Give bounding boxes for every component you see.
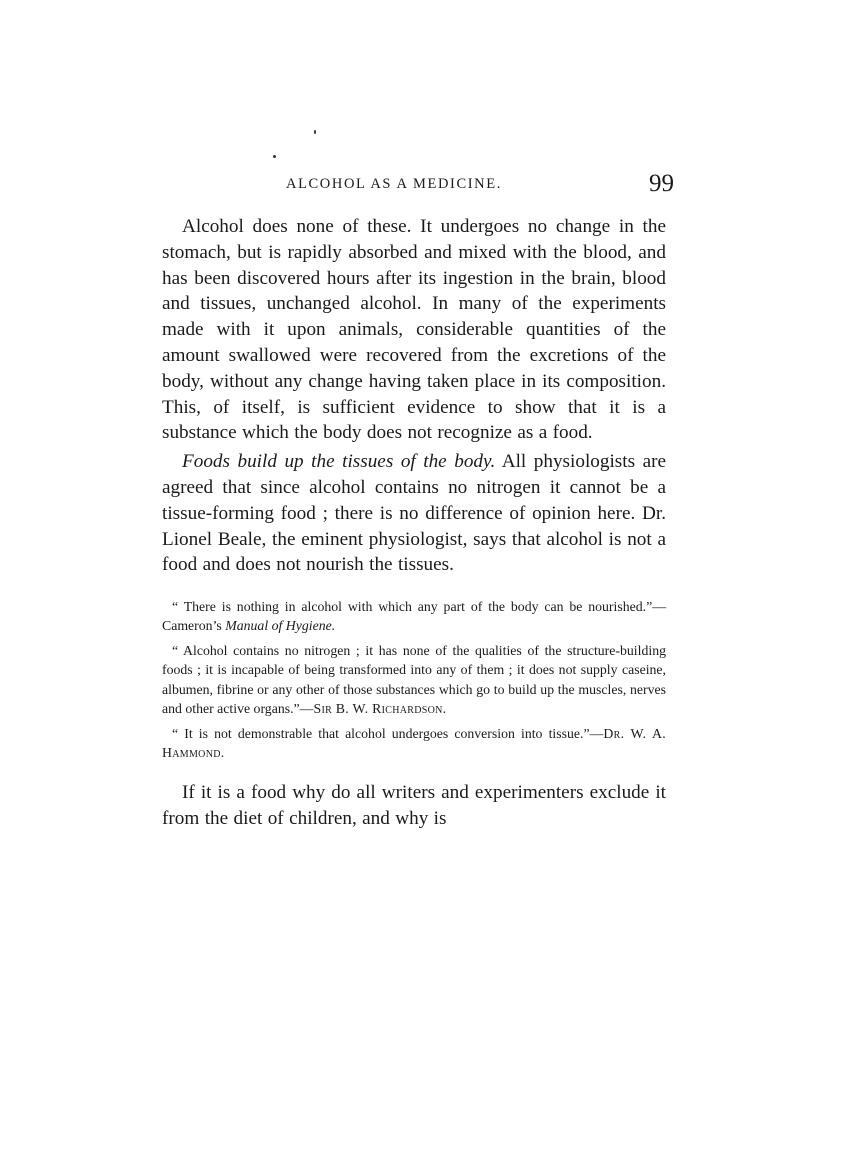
quote-1 (162, 597, 666, 635)
quote-2-text: “ Alcohol contains no nitrogen ; it has none of the qualities of the structure-building foods ; it is incapable of being transformed into any of them ; it does not supply caseine, albumen, fibrine or any other of those substances which go to build up the muscles, nerves and other active organs.”— (162, 643, 666, 716)
quote-3-attribution: Dr. W. A. Hammond. (162, 725, 666, 760)
paragraph-1: Alcohol does none of these. It undergoes no change in the stomach, but is rapidly absorbed and mixed with the blood, and has been discovered hours after its ingestion in the brain, blood and tissues, unchanged alcohol. In many of the experiments made with it upon animals, considerable quantities of the amount swallowed were recovered from the excretions of the body, without any change having taken place in its composition. This, of itself, is sufficient evidence to show that it is a substance which the body does not recognize as a food. (162, 216, 666, 444)
paragraph-2 (162, 449, 666, 578)
paragraph-2-heading: Foods build up the tissues of the body. (182, 451, 496, 473)
speck-dot (273, 155, 276, 158)
paragraph-3: If it is a food why do all writers and experimenters exclude it from the diet of children, and why is (162, 781, 666, 829)
page-number: 99 (649, 170, 674, 197)
quote-1-text: “ There is nothing in alcohol with which any part of the body can be nourished.”—Cameron’s (162, 599, 666, 634)
running-title: ALCOHOL AS A MEDICINE. (286, 176, 502, 192)
page-text (162, 214, 666, 832)
paragraph-2-text: All physiologists are agreed that since alcohol contains no nitrogen it cannot be a tissue-forming food ; there is no difference of opinion here. Dr. Lionel Beale, the eminent physiologist, says that alcohol is not a food and does not nourish the tissues. (162, 451, 666, 576)
scan-specks (270, 128, 320, 162)
block-quotes (162, 597, 666, 762)
quote-2-attribution: Sir B. W. Richardson. (313, 700, 447, 716)
quote-3 (162, 724, 666, 762)
quote-3-text: “ It is not demonstrable that alcohol undergoes conversion into tissue.”— (172, 725, 604, 741)
speck-dot (314, 130, 316, 134)
quote-2 (162, 641, 666, 717)
quote-1-source-title: Manual of Hygiene. (225, 618, 336, 634)
page-header (160, 170, 678, 204)
